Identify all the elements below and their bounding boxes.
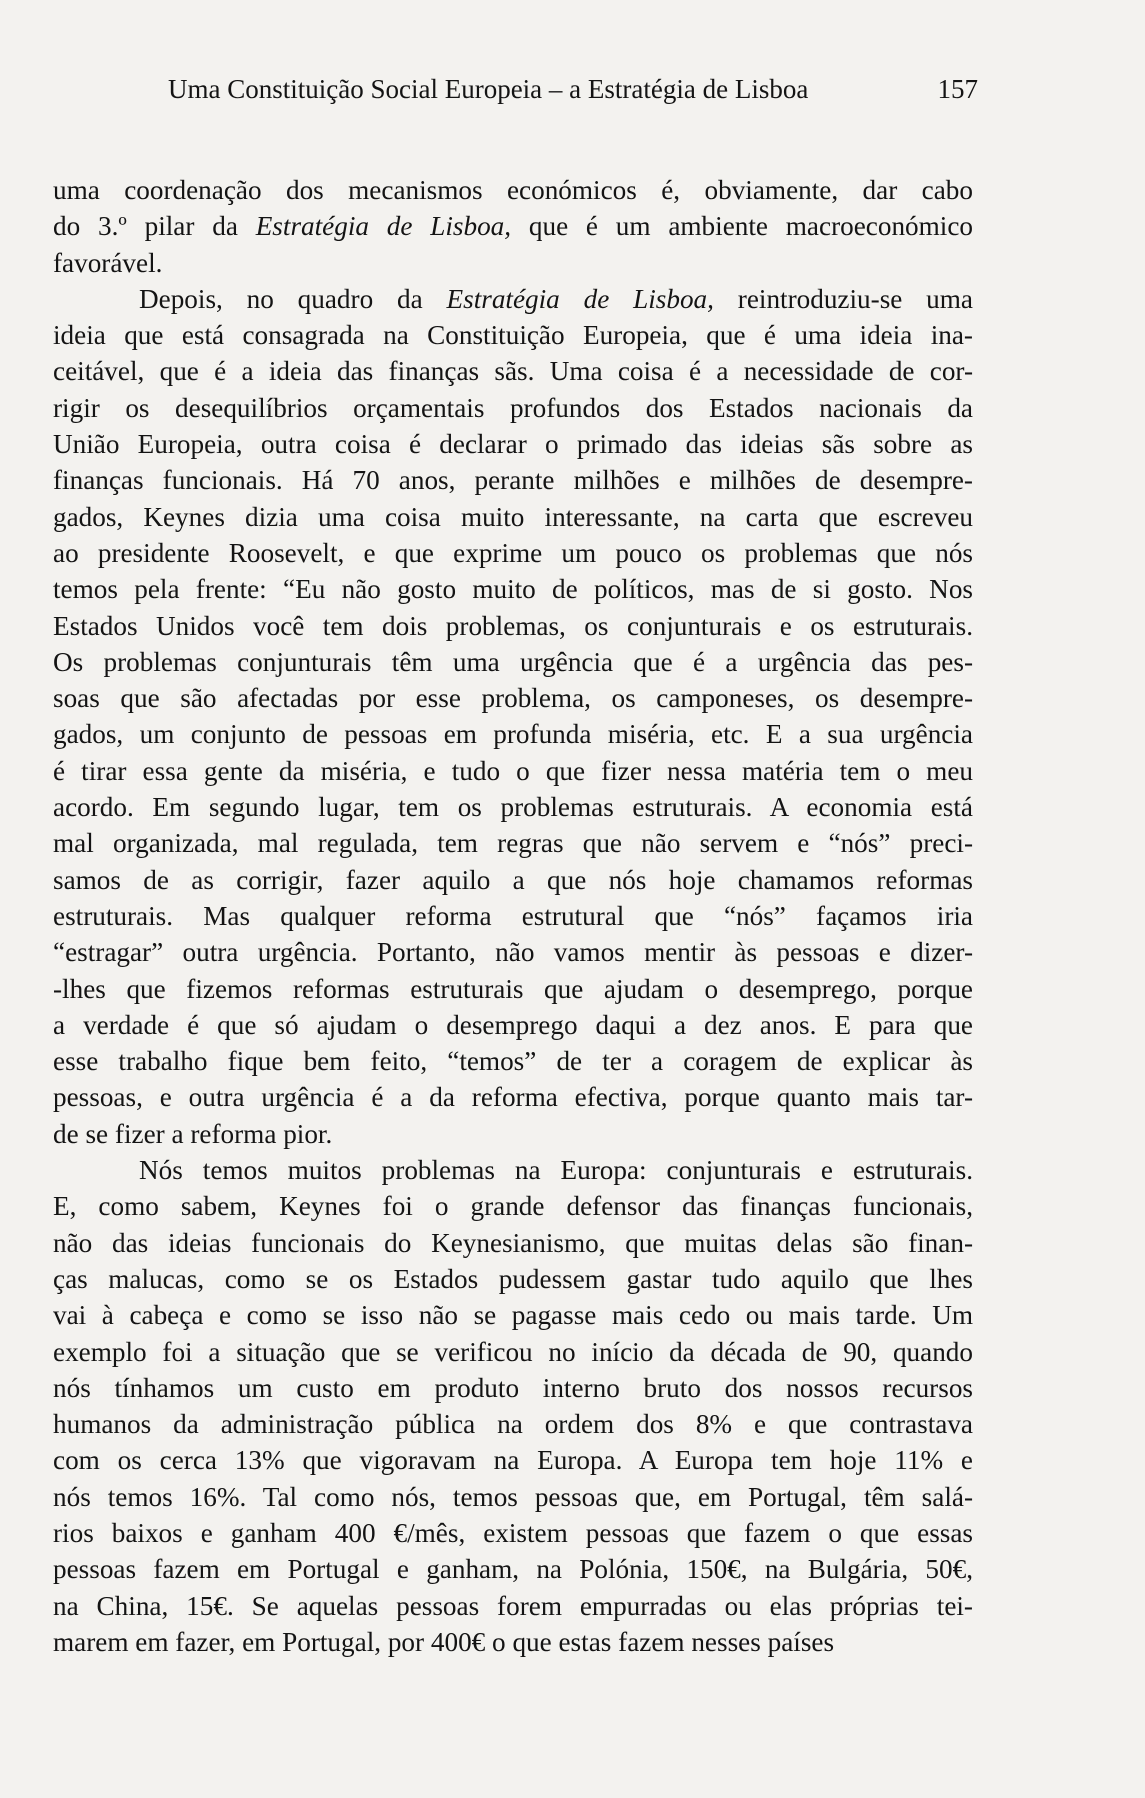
paragraph bbox=[53, 1152, 973, 1660]
text-line: humanos da administração pública na ordem dos 8% e que contrastava bbox=[53, 1409, 973, 1440]
text-line: nós temos 16%. Tal como nós, temos pessoas que, em Portugal, têm salá- bbox=[53, 1481, 973, 1512]
text-line: rigir os desequilíbrios orçamentais profundos dos Estados nacionais da bbox=[53, 392, 973, 423]
text-line: -lhes que fizemos reformas estruturais que ajudam o desemprego, porque bbox=[53, 973, 973, 1004]
text-line: “estragar” outra urgência. Portanto, não vamos mentir às pessoas e dizer- bbox=[53, 937, 973, 968]
text-line: gados, Keynes dizia uma coisa muito interessante, na carta que escreveu bbox=[53, 501, 973, 532]
page-number: 157 bbox=[937, 74, 978, 104]
text-line: ao presidente Roosevelt, e que exprime um pouco os problemas que nós bbox=[53, 537, 973, 568]
text-line: gados, um conjunto de pessoas em profunda miséria, etc. E a sua urgência bbox=[53, 719, 973, 750]
text-line: uma coordenação dos mecanismos económicos é, obviamente, dar cabo bbox=[53, 175, 973, 205]
text-line: esse trabalho fique bem feito, “temos” de ter a coragem de explicar às bbox=[53, 1046, 973, 1077]
text-line: samos de as corrigir, fazer aquilo a que nós hoje chamamos reformas bbox=[53, 864, 973, 895]
text-line: com os cerca 13% que vigoravam na Europa. A Europa tem hoje 11% e bbox=[53, 1445, 973, 1476]
text-line: estruturais. Mas qualquer reforma estrutural que “nós” façamos iria bbox=[53, 900, 973, 931]
text-line: mal organizada, mal regulada, tem regras que não servem e “nós” preci- bbox=[53, 828, 973, 859]
text-line: favorável. bbox=[53, 247, 163, 278]
text-line: soas que são afectadas por esse problema, os camponeses, os desempre- bbox=[53, 683, 973, 714]
text-line: na China, 15€. Se aquelas pessoas forem empurradas ou elas próprias tei- bbox=[53, 1590, 973, 1621]
text-line: Depois, no quadro da Estratégia de Lisboa, reintroduziu-se uma bbox=[139, 283, 973, 314]
text-line: ideia que está consagrada na Constituição Europeia, que é uma ideia ina- bbox=[53, 320, 973, 351]
text-line: nós tínhamos um custo em produto interno bruto dos nossos recursos bbox=[53, 1372, 973, 1403]
text-line: rios baixos e ganham 400 €/mês, existem pessoas que fazem o que essas bbox=[53, 1517, 973, 1548]
text-line: do 3.º pilar da Estratégia de Lisboa, que é um ambiente macroeconómico bbox=[53, 211, 973, 242]
text-line: Os problemas conjunturais têm uma urgência que é a urgência das pes- bbox=[53, 646, 973, 677]
text-line: a verdade é que só ajudam o desemprego daqui a dez anos. E para que bbox=[53, 1009, 973, 1040]
text-line: marem em fazer, em Portugal, por 400€ o que estas fazem nesses países bbox=[53, 1626, 835, 1657]
text-line: União Europeia, outra coisa é declarar o primado das ideias sãs sobre as bbox=[53, 429, 973, 460]
paragraph bbox=[53, 281, 973, 1152]
running-title: Uma Constituição Social Europeia – a Estratégia de Lisboa bbox=[168, 74, 809, 104]
text-line: temos pela frente: “Eu não gosto muito de políticos, mas de si gosto. Nos bbox=[53, 574, 973, 605]
text-line: Nós temos muitos problemas na Europa: conjunturais e estruturais. bbox=[139, 1155, 973, 1186]
text-line: Estados Unidos você tem dois problemas, os conjunturais e os estruturais. bbox=[53, 610, 973, 641]
text-line: finanças funcionais. Há 70 anos, perante milhões e milhões de desempre- bbox=[53, 465, 973, 496]
text-line: ças malucas, como se os Estados pudessem gastar tudo aquilo que lhes bbox=[53, 1263, 973, 1294]
text-line: ceitável, que é a ideia das finanças sãs. Uma coisa é a necessidade de cor- bbox=[53, 356, 973, 387]
text-line: pessoas fazem em Portugal e ganham, na Polónia, 150€, na Bulgária, 50€, bbox=[53, 1554, 973, 1585]
text-line: vai à cabeça e como se isso não se pagasse mais cedo ou mais tarde. Um bbox=[53, 1300, 973, 1331]
text-line: E, como sabem, Keynes foi o grande defensor das finanças funcionais, bbox=[53, 1191, 973, 1222]
text-line: não das ideias funcionais do Keynesianismo, que muitas delas são finan- bbox=[53, 1227, 973, 1258]
paragraph bbox=[53, 172, 973, 281]
text-line: de se fizer a reforma pior. bbox=[53, 1118, 333, 1149]
body-text bbox=[53, 172, 973, 1660]
text-line: acordo. Em segundo lugar, tem os problemas estruturais. A economia está bbox=[53, 792, 973, 823]
text-line: é tirar essa gente da miséria, e tudo o que fizer nessa matéria tem o meu bbox=[53, 755, 973, 786]
text-line: exemplo foi a situação que se verificou no início da década de 90, quando bbox=[53, 1336, 973, 1367]
text-line: pessoas, e outra urgência é a da reforma efectiva, porque quanto mais tar- bbox=[53, 1082, 973, 1113]
